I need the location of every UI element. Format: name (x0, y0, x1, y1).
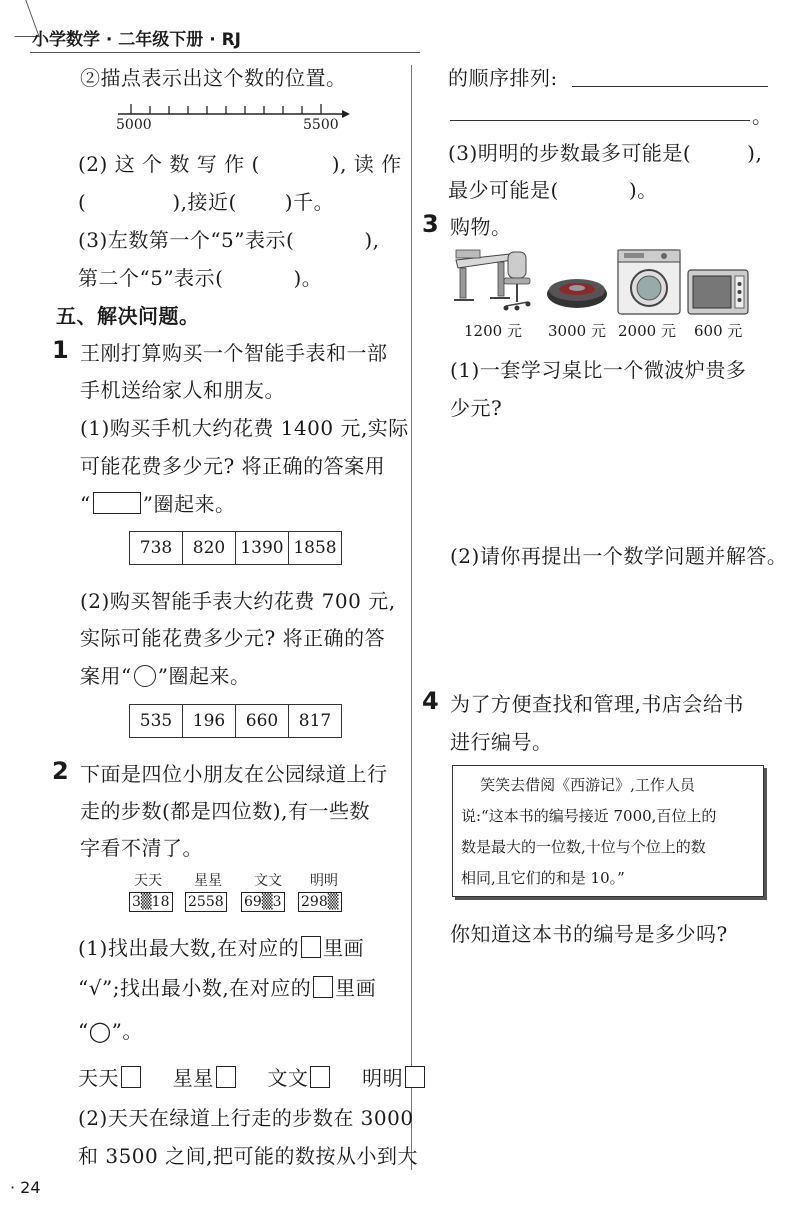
p2-line3: 字看不清了。 (80, 836, 203, 860)
answer-box[interactable] (405, 1066, 425, 1088)
p1-s1-line2: 可能花费多少元? 将正确的答案用 (80, 454, 386, 478)
r-cont-end: 。 (752, 104, 773, 128)
circle-marker-icon (134, 665, 156, 687)
kid-name: 天天 (134, 873, 162, 889)
robot-vacuum-image (545, 272, 609, 312)
r-cont-line1: 的顺序排列: (448, 66, 558, 90)
p3-s1-line2: 少元? (450, 396, 503, 420)
p2-line1: 下面是四位小朋友在公园绿道上行 (80, 762, 388, 786)
story-line: 说:“这本书的编号接近 7000,百位上的 (461, 807, 717, 825)
p4-line1: 为了方便查找和管理,书店会给书 (450, 692, 744, 716)
steps-box: 298▒ (298, 892, 342, 912)
kid-name: 明明 (310, 873, 338, 889)
washing-machine-image (616, 248, 682, 316)
microwave-image (686, 268, 750, 316)
answer-underline-2[interactable] (450, 120, 750, 121)
option-cell[interactable]: 1858 (289, 532, 342, 565)
answer-square-icon (301, 936, 321, 958)
q2-line1: (2) 这 个 数 写 作 ( ), 读 作 (78, 152, 402, 176)
p1-line2: 手机送给家人和朋友。 (80, 378, 285, 402)
answer-underline-1[interactable] (572, 86, 768, 87)
p3-s1-line1: (1)一套学习桌比一个微波炉贵多 (450, 358, 747, 382)
column-divider (411, 65, 412, 1170)
p2-s2-line2: 和 3500 之间,把可能的数按从小到大 (78, 1144, 418, 1168)
steps-box: 3▒18 (129, 892, 173, 912)
p1-s2-line1: (2)购买智能手表大约花费 700 元, (80, 589, 396, 613)
steps-box: 2558 (185, 892, 227, 912)
page-number: · 24 (10, 1178, 41, 1197)
answer-box[interactable] (310, 1066, 330, 1088)
p3-title: 购物。 (450, 215, 512, 239)
rectangle-marker-icon (93, 492, 141, 514)
options-table-1 (129, 531, 342, 565)
option-cell[interactable]: 817 (289, 705, 342, 738)
answer-box[interactable] (121, 1066, 141, 1088)
p3-s2: (2)请你再提出一个数学问题并解答。 (450, 544, 788, 568)
option-cell[interactable]: 535 (130, 705, 183, 738)
options-table-2 (129, 704, 342, 738)
p2-s2-line1: (2)天天在绿道上行走的步数在 3000 (78, 1106, 414, 1130)
header-title: 小学数学 · 二年级下册 · RJ (32, 30, 242, 50)
desk-chair-image (452, 248, 536, 314)
option-cell[interactable]: 660 (236, 705, 289, 738)
option-cell[interactable]: 1390 (236, 532, 289, 565)
r-q3-line2: 最少可能是( )。 (448, 178, 658, 202)
kid-name: 星星 (194, 873, 222, 889)
story-line: 相同,且它们的和是 10。” (461, 869, 625, 887)
p1-line1: 王刚打算购买一个智能手表和一部 (80, 341, 388, 365)
p1-s2-line2: 实际可能花费多少元? 将正确的答 (80, 626, 386, 650)
q3-line2: 第二个“5”表示( )。 (78, 266, 323, 290)
answer-box[interactable] (216, 1066, 236, 1088)
numberline-end: 5500 (303, 117, 339, 133)
problem-1-number: 1 (52, 336, 69, 364)
steps-box: 69▒3 (241, 892, 285, 912)
option-cell[interactable]: 196 (183, 705, 236, 738)
numberline-start: 5000 (116, 117, 152, 133)
header-rule (30, 52, 420, 53)
kid-name: 文文 (254, 873, 282, 889)
problem-4-number: 4 (422, 687, 439, 715)
answer-row: 天天 星星 文文 明明 (78, 1062, 427, 1091)
p4-line2: 进行编号。 (450, 730, 553, 754)
q2-line2: ( ),接近( )千。 (78, 190, 335, 214)
p2-line2: 走的步数(都是四位数),有一些数 (80, 799, 370, 823)
problem-3-number: 3 (422, 210, 439, 238)
p1-s1-line1: (1)购买手机大约花费 1400 元,实际 (80, 416, 409, 440)
price-label: 3000 元 (548, 322, 606, 340)
answer-square-icon (313, 976, 333, 998)
story-line: 笑笑去借阅《西游记》,工作人员 (461, 776, 695, 794)
option-cell[interactable]: 820 (183, 532, 236, 565)
p2-s1-line1: (1)找出最大数,在对应的 里画 (78, 936, 365, 960)
p1-s1-line3: “ ”圈起来。 (80, 492, 236, 516)
price-label: 1200 元 (464, 322, 522, 340)
price-label: 600 元 (694, 322, 743, 340)
price-label: 2000 元 (618, 322, 676, 340)
mark-instruction: ②描点表示出这个数的位置。 (80, 66, 347, 90)
story-box (452, 765, 764, 897)
section-title: 五、解决问题。 (56, 304, 200, 328)
p1-s2-line3: 案用“ ”圈起来。 (80, 664, 251, 688)
p2-s1-line2: “√”;找出最小数,在对应的 里画 (78, 976, 377, 1000)
p2-s1-line3: “◯”。 (78, 1019, 143, 1043)
story-line: 数是最大的一位数,十位与个位上的数 (461, 838, 706, 856)
r-q3-line1: (3)明明的步数最多可能是( ), (448, 141, 763, 165)
problem-2-number: 2 (52, 757, 69, 785)
q3-line1: (3)左数第一个“5”表示( ), (78, 228, 380, 252)
p4-question: 你知道这本书的编号是多少吗? (450, 922, 728, 946)
option-cell[interactable]: 738 (130, 532, 183, 565)
